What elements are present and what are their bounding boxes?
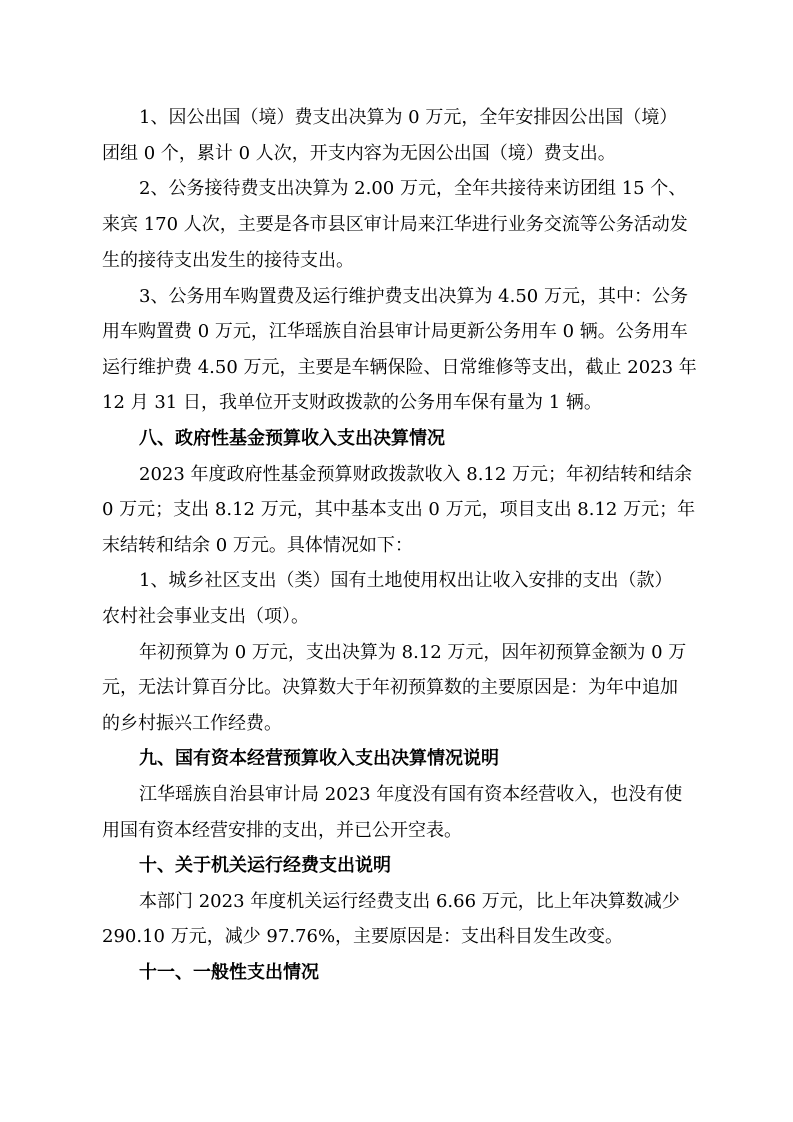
heading-section-9: 九、国有资本经营预算收入支出决算情况说明 [139,748,499,769]
para-2-line-3: 生的接待支出发生的接待支出。 [102,250,354,271]
para-4-line-2: 0 万元；支出 8.12 万元，其中基本支出 0 万元，项目支出 8.12 万元；年 [102,499,696,520]
para-5-line-1: 1、城乡社区支出（类）国有土地使用权出让收入安排的支出（款） [139,570,673,591]
para-2-line-2: 来宾 170 人次，主要是各市县区审计局来江华进行业务交流等公务活动发 [102,214,688,235]
para-6-line-1: 年初预算为 0 万元，支出决算为 8.12 万元，因年初预算金额为 0 万 [139,642,687,663]
heading-section-10: 十、关于机关运行经费支出说明 [139,855,391,876]
para-1-line-1: 1、因公出国（境）费支出决算为 0 万元，全年安排因公出国（境） [139,107,678,128]
para-3-line-2: 用车购置费 0 万元，江华瑶族自治县审计局更新公务用车 0 辆。公务用车 [102,321,688,342]
para-4-line-1: 2023 年度政府性基金预算财政拨款收入 8.12 万元；年初结转和结余 [139,464,693,485]
heading-section-8: 八、政府性基金预算收入支出决算情况 [139,428,445,449]
para-5-line-2: 农村社会事业支出（项）。 [102,606,309,627]
para-6-line-3: 的乡村振兴工作经费。 [102,713,282,734]
para-1-line-2: 团组 0 个，累计 0 人次，开支内容为无因公出国（境）费支出。 [102,143,616,164]
para-4-line-3: 末结转和结余 0 万元。具体情况如下： [102,535,413,556]
para-7-line-2: 用国有资本经营安排的支出，并已公开空表。 [102,820,462,841]
para-6-line-2: 元，无法计算百分比。决算数大于年初预算数的主要原因是：为年中追加 [102,677,678,698]
para-8-line-2: 290.10 万元，减少 97.76%，主要原因是：支出科目发生改变。 [102,926,624,947]
para-3-line-4: 12 月 31 日，我单位开支财政拨款的公务用车保有量为 1 辆。 [102,392,602,413]
para-3-line-3: 运行维护费 4.50 万元，主要是车辆保险、日常维修等支出，截止 2023 年 [102,357,697,378]
para-3-line-1: 3、公务用车购置费及运行维护费支出决算为 4.50 万元，其中：公务 [139,286,688,307]
para-8-line-1: 本部门 2023 年度机关运行经费支出 6.66 万元，比上年决算数减少 [139,891,680,912]
para-7-line-1: 江华瑶族自治县审计局 2023 年度没有国有资本经营收入，也没有使 [139,784,683,805]
heading-section-11: 十一、一般性支出情况 [139,962,319,983]
para-2-line-1: 2、公务接待费支出决算为 2.00 万元，全年共接待来访团组 15 个、 [139,178,687,199]
